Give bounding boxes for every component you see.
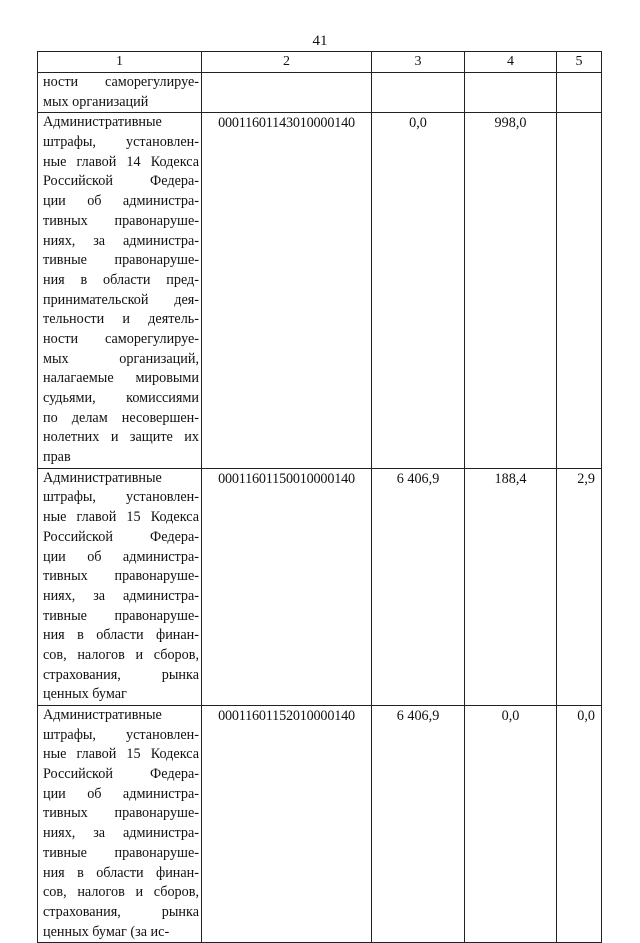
budget-code-cell: 00011601152010000140	[202, 706, 372, 943]
description-line: принимательской дея-	[43, 291, 199, 308]
description-line: налагаемые мировыми	[43, 370, 199, 387]
description-line: тивных правонаруше-	[43, 568, 199, 585]
row-description	[38, 468, 202, 705]
table-body	[38, 73, 602, 943]
description-line: Российской Федера-	[43, 528, 199, 545]
description-line: ности саморегулируе-	[43, 330, 199, 347]
column-header: 5	[557, 52, 602, 73]
description-line: ции об администра-	[43, 548, 199, 565]
column-header: 3	[372, 52, 465, 73]
description-line: ности саморегулируе-	[43, 74, 199, 90]
description-line: ния в области финан-	[43, 864, 199, 881]
description-line: ции об администра-	[43, 785, 199, 802]
description-line: ции об администра-	[43, 193, 199, 210]
column-header: 2	[202, 52, 372, 73]
description-line: Российской Федера-	[43, 766, 199, 783]
description-line: ния в области пред-	[43, 271, 199, 288]
value-col5-cell	[557, 73, 602, 113]
row-description	[38, 113, 202, 468]
budget-table	[37, 51, 602, 943]
description-line: штрафы, установлен-	[43, 726, 199, 743]
value-col3-cell: 6 406,9	[372, 468, 465, 705]
description-line: ниях, за администра-	[43, 825, 199, 842]
value-col5-cell: 0,0	[557, 706, 602, 943]
value-col3-cell: 0,0	[372, 113, 465, 468]
table-row	[38, 113, 602, 468]
description-line: мых организаций,	[43, 350, 199, 367]
description-line: ниях, за администра-	[43, 232, 199, 249]
description-line: ния в области финан-	[43, 627, 199, 644]
row-description	[38, 73, 202, 113]
budget-code-cell	[202, 73, 372, 113]
description-line: страхования, рынка	[43, 903, 199, 920]
description-line: ные главой 15 Кодекса	[43, 746, 199, 763]
description-line: прав	[43, 449, 71, 466]
description-line: Административные	[43, 114, 162, 131]
description-line: Российской Федера-	[43, 173, 199, 190]
table-row	[38, 468, 602, 705]
value-col4-cell: 998,0	[465, 113, 557, 468]
description-line: ные главой 14 Кодекса	[43, 153, 199, 170]
description-line: штрафы, установлен-	[43, 134, 199, 151]
value-col5-cell: 2,9	[557, 468, 602, 705]
description-line: тивные правонаруше-	[43, 252, 199, 269]
budget-code-cell: 00011601143010000140	[202, 113, 372, 468]
value-col4-cell: 188,4	[465, 468, 557, 705]
value-col5-cell	[557, 113, 602, 468]
description-line: ценных бумаг (за ис-	[43, 923, 170, 940]
description-line: сов, налогов и сборов,	[43, 646, 199, 663]
description-line: мых организаций	[43, 93, 149, 110]
description-line: ценных бумаг	[43, 686, 127, 703]
value-col4-cell: 0,0	[465, 706, 557, 943]
description-line: Административные	[43, 469, 162, 486]
description-line: штрафы, установлен-	[43, 489, 199, 506]
page-number: 41	[312, 33, 328, 49]
description-line: ные главой 15 Кодекса	[43, 509, 199, 526]
description-line: Административные	[43, 707, 162, 723]
description-line: тивных правонаруше-	[43, 805, 199, 822]
description-line: тивные правонаруше-	[43, 607, 199, 624]
budget-code-cell: 00011601150010000140	[202, 468, 372, 705]
column-header: 1	[38, 52, 202, 73]
description-line: тивных правонаруше-	[43, 212, 199, 229]
description-line: ниях, за администра-	[43, 587, 199, 604]
table-row	[38, 706, 602, 943]
value-col3-cell	[372, 73, 465, 113]
column-header: 4	[465, 52, 557, 73]
description-line: судьями, комиссиями	[43, 390, 199, 406]
value-col3-cell: 6 406,9	[372, 706, 465, 943]
description-line: тивные правонаруше-	[43, 844, 199, 861]
row-description	[38, 706, 202, 943]
description-line: нолетних и защите их	[43, 429, 199, 446]
header-row	[38, 52, 602, 73]
description-line: по делам несовершен-	[43, 409, 199, 426]
table-row	[38, 73, 602, 113]
value-col4-cell	[465, 73, 557, 113]
description-line: тельности и деятель-	[43, 311, 199, 328]
description-line: страхования, рынка	[43, 666, 199, 683]
description-line: сов, налогов и сборов,	[43, 884, 199, 901]
